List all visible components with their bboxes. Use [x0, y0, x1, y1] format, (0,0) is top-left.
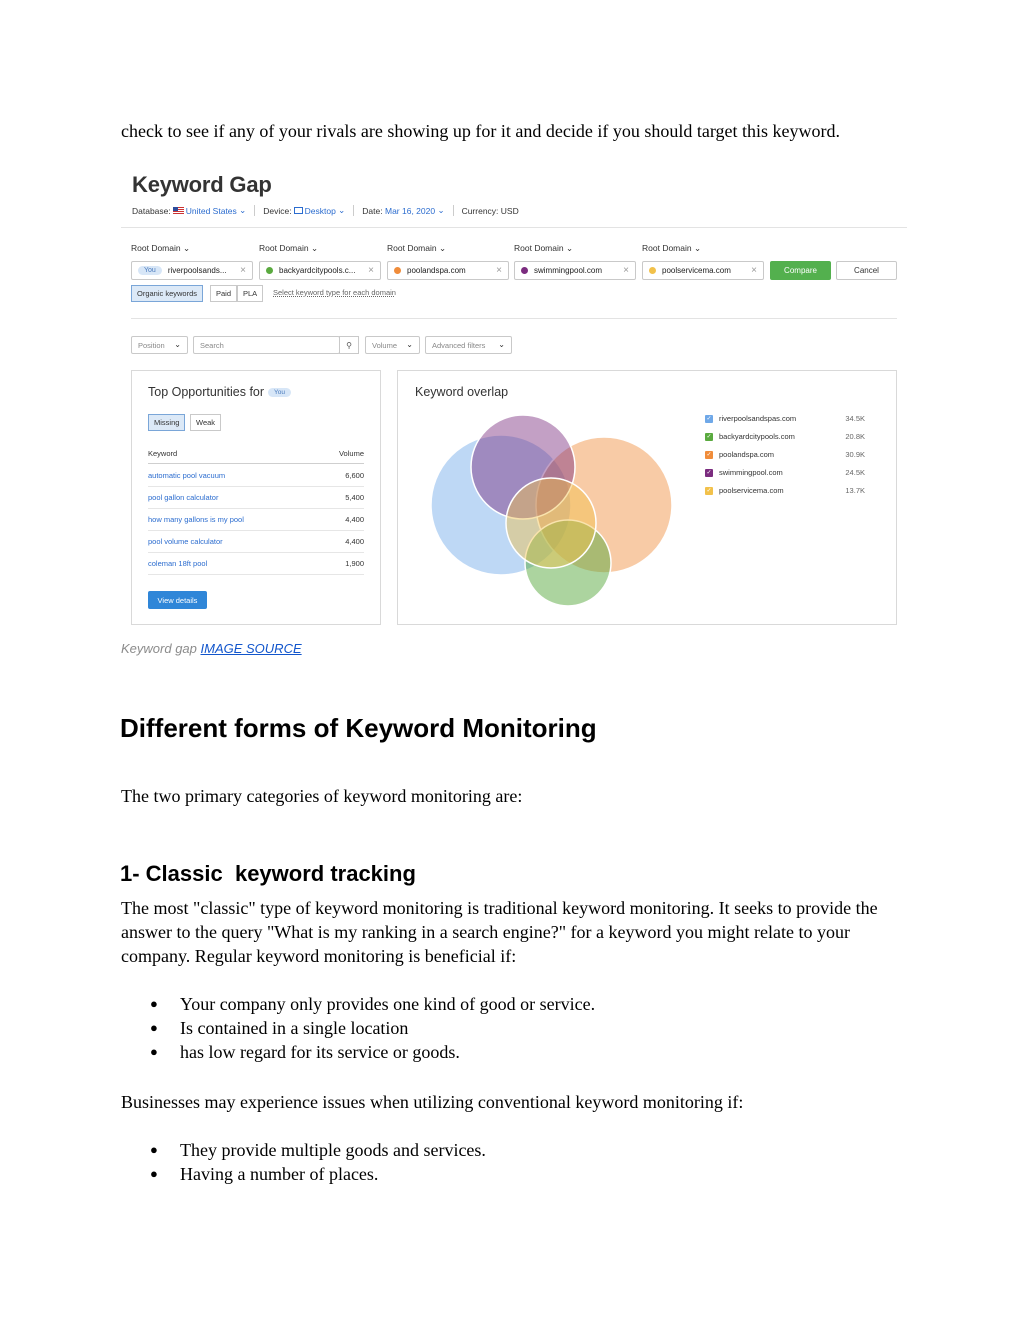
close-icon[interactable]: ×: [623, 265, 629, 276]
keyword-gap-title: Keyword Gap: [132, 172, 272, 197]
legend-item[interactable]: ✓ swimmingpool.com 24.5K: [706, 468, 865, 477]
top-opportunities-title: Top Opportunities for You: [148, 385, 297, 399]
checkbox-icon: ✓: [706, 488, 712, 494]
root-domain-select-3[interactable]: Root Domain ⌄: [387, 243, 447, 253]
root-domain-select-5[interactable]: Root Domain ⌄: [642, 243, 702, 253]
paragraph: The most "classic" type of keyword monitoring is traditional keyword monitoring. It seeks to provide the answer to the query "What is my ranking in a search engine?" for a keyword you might relate to your company. Regular keyword monitoring is beneficial if:: [121, 898, 878, 966]
tab-paid[interactable]: Paid: [210, 285, 237, 302]
keyword-volume: 4,400: [345, 537, 364, 546]
close-icon[interactable]: ×: [240, 265, 246, 276]
domain-input-5[interactable]: poolservicema.com ×: [642, 261, 764, 280]
checkbox-icon: ✓: [706, 416, 712, 422]
close-icon[interactable]: ×: [751, 265, 757, 276]
keyword-type-hint-link[interactable]: Select keyword type for each domain: [273, 288, 396, 297]
root-domain-select-2[interactable]: Root Domain ⌄: [259, 243, 319, 253]
section-heading: Different forms of Keyword Monitoring: [120, 713, 597, 743]
date-label: Date:: [362, 205, 383, 216]
keyword-gap-screenshot: [121, 168, 907, 634]
keyword-link[interactable]: coleman 18ft pool: [148, 559, 208, 568]
keyword-link[interactable]: pool volume calculator: [148, 537, 223, 546]
bullet-list: [150, 992, 595, 1064]
chevron-down-icon: ⌄: [435, 205, 445, 215]
close-icon[interactable]: ×: [496, 265, 502, 276]
legend-item[interactable]: ✓ poolandspa.com 30.9K: [706, 450, 865, 459]
currency-label: Currency: USD: [461, 205, 519, 216]
keyword-volume: 4,400: [345, 515, 364, 524]
view-details-button[interactable]: View details: [148, 591, 207, 609]
monitor-icon: [294, 207, 303, 214]
image-source-link[interactable]: IMAGE SOURCE: [200, 641, 302, 656]
keyword-overlap-title: Keyword overlap: [415, 385, 509, 399]
device-label: Device:: [263, 205, 292, 216]
you-badge: You: [138, 266, 162, 275]
us-flag-icon: [173, 207, 184, 214]
database-label: Database:: [132, 205, 171, 216]
keyword-link[interactable]: pool gallon calculator: [148, 493, 219, 502]
tab-pla[interactable]: PLA: [237, 285, 263, 302]
legend-item[interactable]: ✓ backyardcitypools.com 20.8K: [706, 432, 865, 441]
keyword-volume: 6,600: [345, 471, 364, 480]
report-meta: [132, 205, 519, 216]
column-keyword: Keyword: [148, 449, 178, 458]
list-item: ● Your company only provides one kind of good or service.: [150, 992, 595, 1016]
root-domain-select-4[interactable]: Root Domain ⌄: [514, 243, 574, 253]
you-badge: You: [268, 388, 291, 397]
keyword-volume: 5,400: [345, 493, 364, 502]
checkbox-icon: ✓: [706, 434, 712, 440]
volume-filter[interactable]: Volume ⌄: [365, 336, 420, 354]
database-select[interactable]: United States: [185, 205, 237, 216]
keyword-overlap-panel: [397, 370, 897, 625]
image-caption: Keyword gap IMAGE SOURCE: [121, 641, 302, 656]
list-item: ● has low regard for its service or goods.: [150, 1040, 595, 1064]
list-item: ● They provide multiple goods and services.: [150, 1138, 486, 1162]
date-select[interactable]: Mar 16, 2020: [384, 205, 436, 216]
advanced-filters[interactable]: Advanced filters ⌄: [425, 336, 512, 354]
root-domain-select-1[interactable]: Root Domain ⌄: [131, 243, 191, 253]
list-item: ● Having a number of places.: [150, 1162, 486, 1186]
compare-button[interactable]: Compare: [770, 261, 831, 280]
tab-organic-keywords[interactable]: Organic keywords: [131, 285, 203, 302]
bullet-list: [150, 1138, 486, 1186]
top-opportunities-panel: [131, 370, 381, 625]
cancel-button[interactable]: Cancel: [836, 261, 897, 280]
domain-input-4[interactable]: swimmingpool.com ×: [514, 261, 636, 280]
paragraph: The two primary categories of keyword monitoring are:: [121, 786, 523, 806]
legend-item[interactable]: ✓ riverpoolsandspas.com 34.5K: [706, 414, 865, 423]
chevron-down-icon: ⌄: [335, 205, 346, 215]
paragraph: Businesses may experience issues when utilizing conventional keyword monitoring if:: [121, 1092, 744, 1112]
close-icon[interactable]: ×: [368, 265, 374, 276]
keyword-volume: 1,900: [345, 559, 364, 568]
list-item: ● Is contained in a single location: [150, 1016, 595, 1040]
keyword-link[interactable]: how many gallons is my pool: [148, 515, 244, 524]
tab-missing[interactable]: Missing: [148, 414, 185, 431]
domain-input-2[interactable]: backyardcitypools.c... ×: [259, 261, 381, 280]
intro-paragraph: check to see if any of your rivals are showing up for it and decide if you should target this keyword.: [121, 121, 840, 141]
legend-item[interactable]: ✓ poolservicema.com 13.7K: [706, 486, 865, 495]
column-volume: Volume: [338, 449, 364, 458]
position-filter[interactable]: Position ⌄: [131, 336, 188, 354]
chevron-down-icon: ⌄: [236, 205, 247, 215]
tab-weak[interactable]: Weak: [190, 414, 221, 431]
checkbox-icon: ✓: [706, 470, 712, 476]
domain-input-1[interactable]: You riverpoolsands... ×: [131, 261, 253, 280]
domain-input-3[interactable]: poolandspa.com ×: [387, 261, 509, 280]
keyword-link[interactable]: automatic pool vacuum: [148, 471, 226, 480]
device-select[interactable]: Desktop: [304, 205, 336, 216]
venn-diagram: [398, 371, 898, 626]
search-input[interactable]: Search: [193, 336, 340, 354]
subsection-heading: 1- Classic keyword tracking: [120, 861, 416, 886]
search-icon[interactable]: ⚲: [339, 336, 359, 354]
checkbox-icon: ✓: [706, 452, 712, 458]
